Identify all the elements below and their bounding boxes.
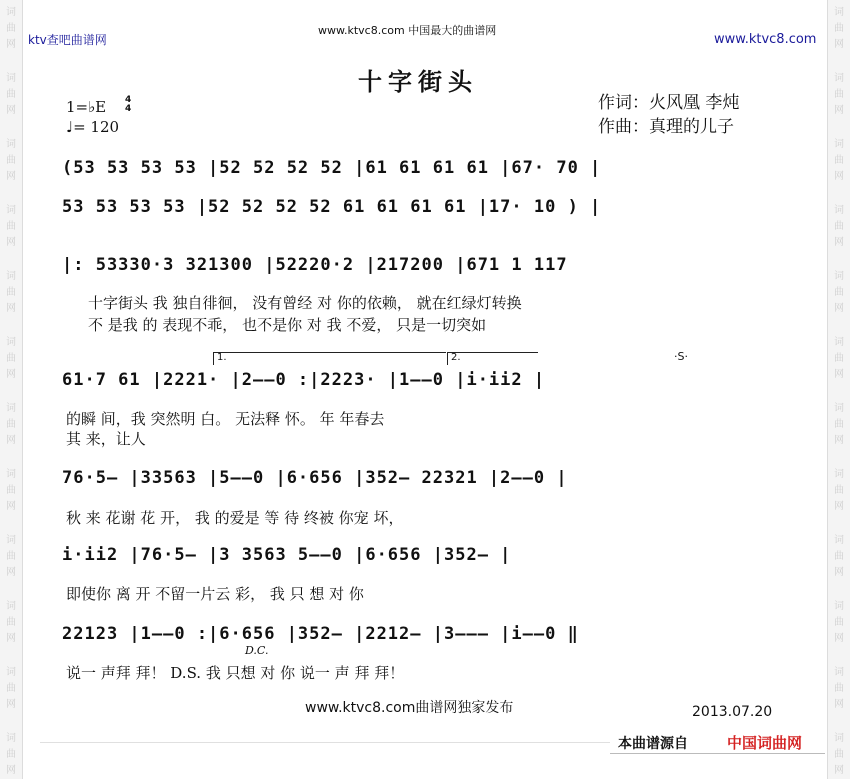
watermark-char: 词 — [6, 7, 16, 18]
watermark-char: 网 — [6, 39, 16, 50]
segno-mark: ·S· — [674, 350, 688, 363]
watermark-char: 词 — [834, 667, 844, 678]
watermark-char: 词 — [834, 601, 844, 612]
watermark-char: 曲 — [834, 617, 844, 628]
watermark-char: 网 — [6, 567, 16, 578]
tempo-marking: ♩= 120 — [66, 118, 120, 136]
watermark-char: 网 — [6, 369, 16, 380]
score-row-6-notes: i·ii2 |76·5— |3 3563 5——0 |6·656 |352— | — [62, 545, 512, 565]
time-signature-numerator: 4 — [125, 95, 132, 105]
watermark-char: 词 — [6, 469, 16, 480]
watermark-char: 曲 — [6, 485, 16, 496]
watermark-char: 曲 — [834, 683, 844, 694]
watermark-char: 网 — [6, 501, 16, 512]
header-left-site-link[interactable]: ktv查吧曲谱网 — [28, 33, 107, 47]
watermark-char: 词 — [834, 337, 844, 348]
watermark-char: 词 — [834, 139, 844, 150]
watermark-char: 词 — [6, 733, 16, 744]
score-row-7-notes: 22123 |1——0 :|6·656 |352— |2212— |3——— |i——0 ‖ — [62, 624, 579, 644]
watermark-char: 曲 — [6, 89, 16, 100]
watermark-char: 词 — [834, 205, 844, 216]
watermark-char: 网 — [6, 435, 16, 446]
score-row-7-lyric: 说一 声拜 拜！ D.S. 我 只想 对 你 说一 声 拜 拜！ — [66, 664, 405, 682]
watermark-char: 曲 — [834, 485, 844, 496]
score-row-1-notes: (53 53 53 53 |52 52 52 52 |61 61 61 61 |67· 70 | — [62, 158, 602, 178]
watermark-char: 曲 — [6, 353, 16, 364]
watermark-char: 网 — [6, 699, 16, 710]
watermark-char: 网 — [834, 171, 844, 182]
watermark-char: 曲 — [834, 221, 844, 232]
watermark-char: 词 — [834, 7, 844, 18]
composer-credit: 作曲：真理的儿子 — [598, 117, 734, 137]
score-row-4-lyric-verse-2: 其 来，让人 — [66, 430, 146, 448]
watermark-char: 曲 — [834, 749, 844, 760]
score-row-6-lyric: 即使你 离 开 不留一片云 彩， 我 只 想 对 你 — [66, 585, 364, 603]
score-row-5-notes: 76·5— |33563 |5——0 |6·656 |352— 22321 |2——0 | — [62, 468, 568, 488]
footer-source-label: 本曲谱源自 — [618, 736, 688, 752]
watermark-char: 网 — [6, 105, 16, 116]
watermark-char: 网 — [834, 501, 844, 512]
time-signature-denominator: 4 — [125, 104, 132, 114]
watermark-char: 曲 — [6, 419, 16, 430]
watermark-char: 词 — [834, 73, 844, 84]
watermark-char: 曲 — [834, 551, 844, 562]
header-right-site-link[interactable]: www.ktvc8.com — [714, 32, 817, 47]
header-center-site[interactable]: www.ktvc8.com 中国最大的曲谱网 — [318, 24, 497, 37]
watermark-char: 曲 — [6, 287, 16, 298]
watermark-char: 曲 — [6, 683, 16, 694]
watermark-char: 词 — [6, 271, 16, 282]
watermark-char: 网 — [834, 567, 844, 578]
watermark-char: 曲 — [834, 287, 844, 298]
watermark-char: 词 — [834, 469, 844, 480]
watermark-char: 词 — [6, 601, 16, 612]
key-signature: 1=♭E — [66, 98, 107, 116]
watermark-char: 词 — [6, 337, 16, 348]
watermark-char: 词 — [834, 535, 844, 546]
watermark-char: 曲 — [6, 551, 16, 562]
footer-date: 2013.07.20 — [692, 704, 773, 720]
watermark-char: 词 — [6, 403, 16, 414]
watermark-char: 曲 — [6, 749, 16, 760]
da-capo-mark: D.C. — [245, 644, 269, 657]
watermark-char: 网 — [6, 237, 16, 248]
right-watermark-strip — [827, 0, 850, 779]
watermark-char: 网 — [834, 303, 844, 314]
watermark-char: 网 — [6, 171, 16, 182]
score-row-5-lyric: 秋 来 花谢 花 开， 我 的爱是 等 待 终被 你宠 坏， — [66, 509, 404, 527]
watermark-char: 网 — [834, 699, 844, 710]
first-ending-label: 1. — [217, 352, 227, 363]
watermark-char: 曲 — [834, 23, 844, 34]
watermark-char: 网 — [834, 765, 844, 776]
score-row-4-lyric-verse-1: 的瞬 间，我 突然明 白。 无法释 怀。 年 年春去 — [66, 410, 385, 428]
second-ending-label: 2. — [451, 352, 461, 363]
watermark-char: 网 — [834, 369, 844, 380]
watermark-char: 网 — [834, 237, 844, 248]
watermark-char: 曲 — [834, 353, 844, 364]
watermark-char: 网 — [834, 105, 844, 116]
left-watermark-strip — [0, 0, 23, 779]
watermark-char: 网 — [834, 633, 844, 644]
watermark-char: 曲 — [834, 155, 844, 166]
first-ending-bracket — [213, 352, 446, 365]
watermark-char: 网 — [834, 435, 844, 446]
score-row-4-notes: 61·7 61 |2221· |2——0 :|2223· |1——0 |i·ii2 | — [62, 370, 546, 390]
second-ending-bracket — [447, 352, 538, 365]
score-row-3-lyric-verse-2: 不 是我 的 表现不乖， 也不是你 对 我 不爱， 只是一切突如 — [88, 316, 487, 334]
score-row-3-notes: |: 53330·3 321300 |52220·2 |217200 |671 1 117 — [62, 255, 568, 275]
watermark-char: 曲 — [6, 617, 16, 628]
watermark-char: 词 — [834, 271, 844, 282]
watermark-char: 曲 — [6, 221, 16, 232]
score-row-3-lyric-verse-1: 十字街头 我 独自徘徊， 没有曾经 对 你的依赖， 就在红绿灯转换 — [88, 294, 522, 312]
watermark-char: 词 — [834, 733, 844, 744]
watermark-char: 曲 — [6, 155, 16, 166]
watermark-char: 词 — [6, 535, 16, 546]
watermark-char: 网 — [834, 39, 844, 50]
footer-url[interactable]: www.ktvc8.com曲谱网独家发布 — [305, 700, 514, 716]
time-signature — [125, 96, 131, 114]
song-title: 十字街头 — [358, 67, 478, 96]
watermark-char: 词 — [6, 73, 16, 84]
footer-brand-link[interactable]: 中国词曲网 — [727, 734, 803, 752]
watermark-char: 网 — [6, 303, 16, 314]
watermark-char: 网 — [6, 633, 16, 644]
watermark-char: 曲 — [834, 419, 844, 430]
watermark-char: 词 — [6, 667, 16, 678]
footer-divider — [40, 742, 610, 743]
watermark-char: 词 — [6, 139, 16, 150]
watermark-char: 曲 — [6, 23, 16, 34]
watermark-char: 词 — [6, 205, 16, 216]
watermark-char: 词 — [834, 403, 844, 414]
watermark-char: 曲 — [834, 89, 844, 100]
score-row-2-notes: 53 53 53 53 |52 52 52 52 61 61 61 61 |17· 10 ) | — [62, 197, 602, 217]
lyricist-credit: 作词：火风凰 李炖 — [598, 93, 740, 113]
watermark-char: 网 — [6, 765, 16, 776]
